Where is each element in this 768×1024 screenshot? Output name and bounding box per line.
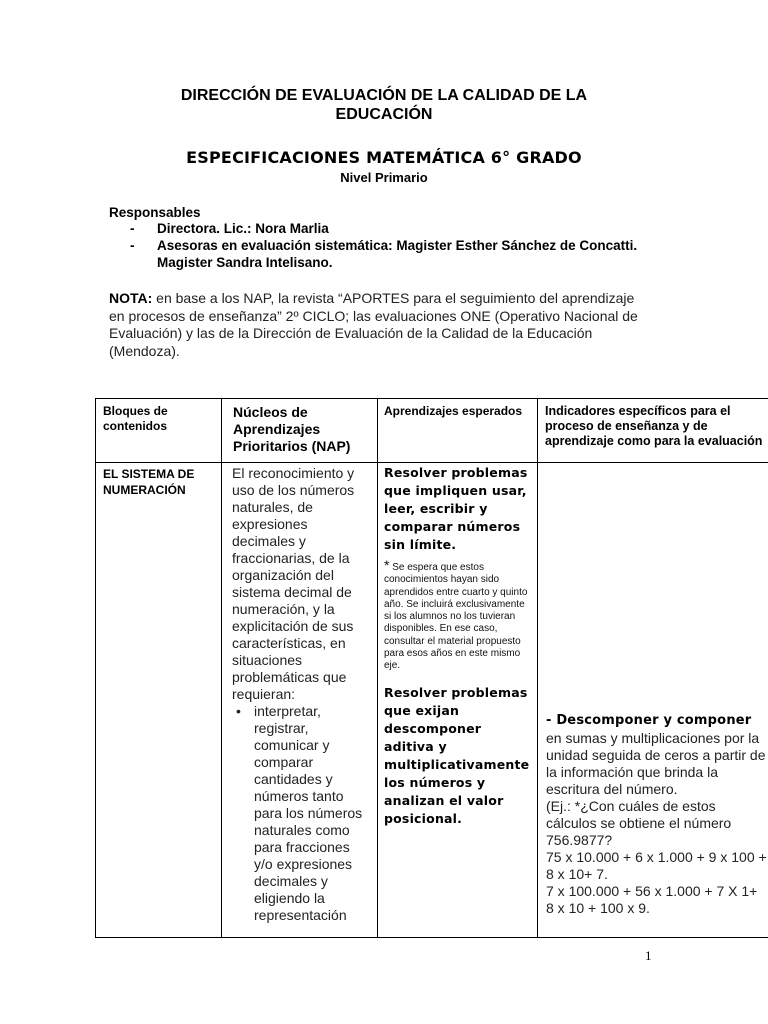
table-border <box>221 398 222 938</box>
nota-paragraph <box>109 290 649 360</box>
table-border <box>537 398 538 938</box>
nap-bullet-list <box>232 703 372 924</box>
indicador-descomponer <box>546 711 768 798</box>
table-border <box>95 398 768 399</box>
page-number: 1 <box>645 948 652 963</box>
indicador-ejemplo: (Ej.: *¿Con cuáles de estos cálculos se obtiene el número 756.9877? <box>546 798 732 848</box>
table-border <box>95 462 768 463</box>
bloque-sistema-numeracion: EL SISTEMA DE NUMERACIÓN <box>103 467 195 497</box>
nota-text: en base a los NAP, la revista “APORTES para el seguimiento del aprendizaje en procesos de enseñanza” 2º CICLO; las evaluaciones ONE (Operativo Nacional de Evaluación) y las de la Dirección de Evaluación de la Calidad de la Educación (Mendoza). <box>109 290 638 359</box>
header-aprendizajes: Aprendizajes esperados <box>384 404 523 418</box>
aprendizaje-descomponer: Resolver problemas que exijan descomponer aditiva y multiplicativamente los números y analizan el valor posicional. <box>384 684 530 826</box>
table-border <box>95 937 768 938</box>
responsable-text: Asesoras en evaluación sistemática: Magister Esther Sánchez de Concatti. Magister Sandra Intelisano. <box>157 238 638 270</box>
nota-label: NOTA: <box>109 290 153 306</box>
list-item <box>232 703 372 924</box>
indicador-bold: - Descomponer y componer <box>546 713 752 728</box>
bullet-dot: • <box>236 703 241 719</box>
responsable-text: Directora. Lic.: Nora Marlia <box>157 221 329 236</box>
dash-bullet: - <box>130 238 135 253</box>
document-title-line-2: EDUCACIÓN <box>335 106 433 123</box>
indicador-calculo-2: 7 x 100.000 + 56 x 1.000 + 7 X 1+ 8 x 10 + 100 x 9. <box>546 883 758 916</box>
document-title-line-1: DIRECCIÓN DE EVALUACIÓN DE LA CALIDAD DE LA <box>180 87 588 104</box>
indicadores-cell <box>546 711 768 917</box>
indicador-calculo-1: 75 x 10.000 + 6 x 1.000 + 9 x 100 + 8 x 10+ 7. <box>546 849 767 882</box>
dash-bullet: - <box>130 221 135 236</box>
header-bloques: Bloques de contenidos <box>103 404 168 433</box>
header-nap: Núcleos de Aprendizajes Prioritarios (NAP) <box>233 404 351 454</box>
asterisk: * <box>384 557 390 573</box>
nap-intro: El reconocimiento y uso de los números naturales, de expresiones decimales y fraccionarias, de la organización del sistema decimal de numeración, y la explicitación de sus características, en situaciones problemáticas que requieran: <box>232 465 355 702</box>
nap-cell <box>232 465 372 924</box>
aprendizaje-note <box>384 559 534 673</box>
responsables-heading: Responsables <box>109 205 201 220</box>
nap-bullet-text: interpretar, registrar, comunicar y comparar cantidades y números tanto para los números naturales como para fracciones y/o expresiones decimales y eligiendo la representación <box>254 703 363 923</box>
aprendizaje-leer-escribir: Resolver problemas que impliquen usar, leer, escribir y comparar números sin límite. <box>384 465 528 552</box>
specifications-table <box>95 398 768 938</box>
level-label: Nivel Primario <box>340 170 428 185</box>
table-border <box>377 398 378 938</box>
indicador-text: en sumas y multiplicaciones por la unidad seguida de ceros a partir de la información que brinda la escritura del número. <box>546 730 766 797</box>
aprendizajes-cell <box>384 464 534 828</box>
document-subtitle: ESPECIFICACIONES MATEMÁTICA 6° GRADO <box>186 148 582 167</box>
document-title <box>0 86 768 124</box>
aprendizaje-note-text: Se espera que estos conocimientos hayan sido aprendidos entre cuarto y quinto año. Se incluirá exclusivamente si los alumnos no los tuvieran disponibles. En ese caso, consultar el material propuesto para esos años en este mismo eje. <box>384 562 528 672</box>
header-indicadores: Indicadores específicos para el proceso de enseñanza y de aprendizaje como para la evaluación <box>545 404 763 448</box>
table-border <box>95 398 96 938</box>
